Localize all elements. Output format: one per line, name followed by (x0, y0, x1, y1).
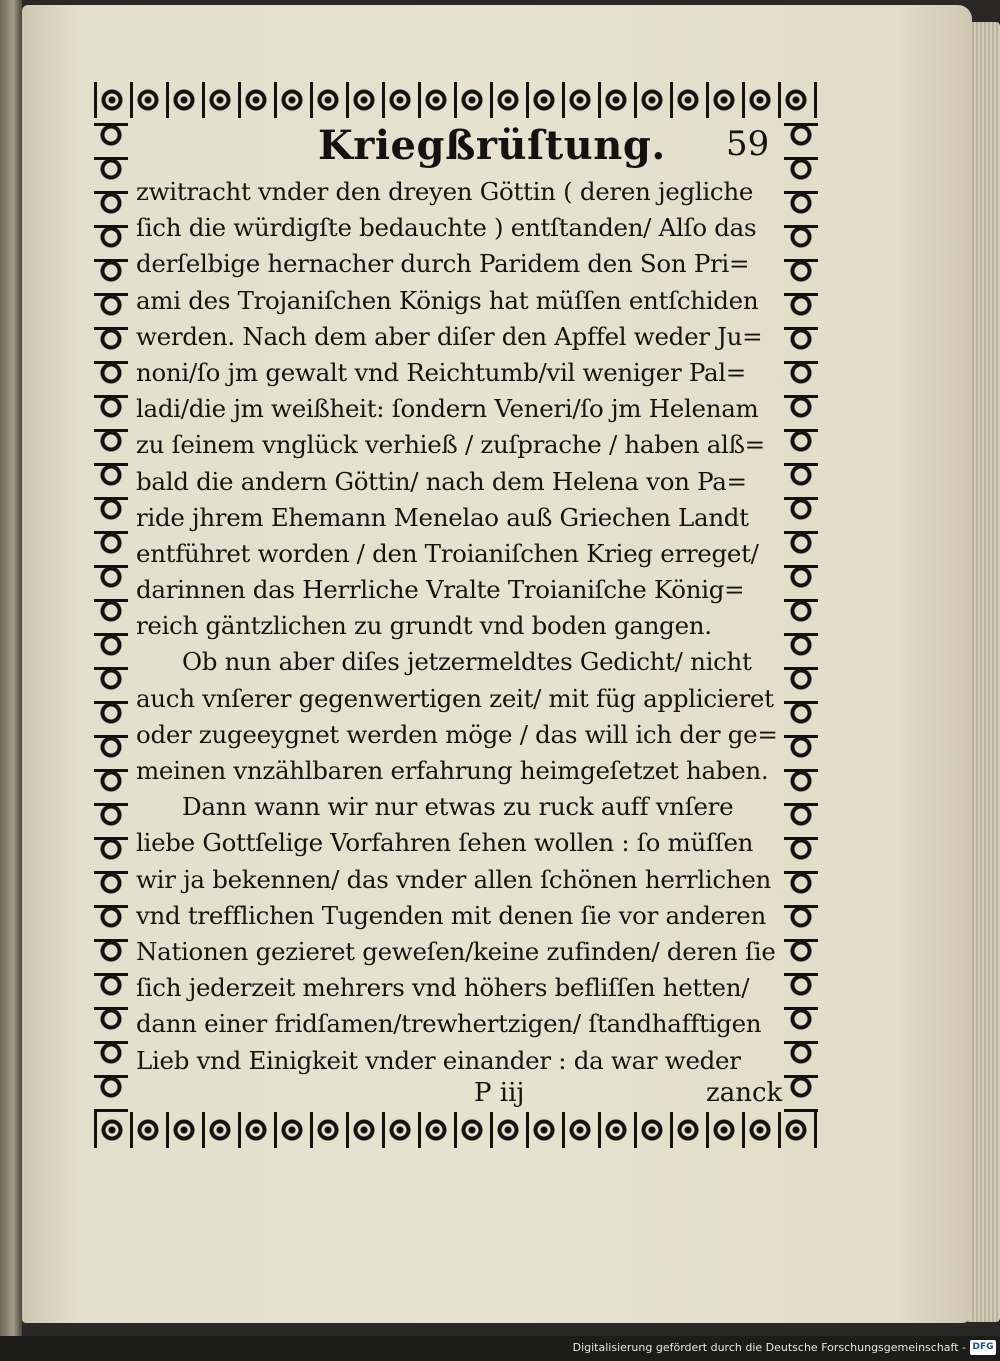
text-line: Ob nun aber diſes jetzermeldtes Gedicht/ nicht (182, 647, 752, 677)
text-line: Dann wann wir nur etwas zu ruck auff vnſere (182, 792, 734, 822)
text-line: meinen vnzählbaren erfahrung heimgeſetzet haben. (136, 756, 769, 785)
ornament-border-bottom (94, 1112, 818, 1148)
ornament-border-right (784, 118, 818, 1112)
text-line: bald die andern Göttin/ nach dem Helena von Pa= (136, 466, 747, 496)
text-line: vnd trefflichen Tugenden mit denen ſie vor anderen (136, 900, 766, 930)
text-line: reich gäntzlichen zu grundt vnd boden gangen. (136, 611, 712, 641)
text-line: werden. Nach dem aber diſer den Apffel weder Ju= (136, 321, 763, 351)
text-line: noni/ſo jm gewalt vnd Reichtumb/vil weniger Pal= (136, 357, 747, 387)
left-page-edge (0, 0, 22, 1336)
body-text (136, 174, 784, 1079)
text-line: zwitracht vnder den dreyen Göttin ( deren jegliche (136, 177, 754, 206)
footer-bar (0, 1336, 1000, 1361)
text-line: entführet worden / den Troianiſchen Krieg erreget/ (136, 538, 759, 568)
text-line: liebe Gottſelige Vorfahren ſehen wollen : ſo müſſen (136, 828, 754, 858)
catchword: zanck (706, 1078, 783, 1108)
catch-row (136, 1078, 784, 1112)
running-title: Kriegßrüſtung. (318, 122, 666, 169)
text-block (136, 120, 784, 1110)
right-page-edges (968, 22, 1000, 1322)
text-line: dann einer fridſamen/trewhertzigen/ ſtandhafftigen (136, 1009, 762, 1039)
signature-mark: P iij (474, 1078, 525, 1108)
text-line: darinnen das Herrliche Vralte Troianiſche König= (136, 575, 745, 605)
text-line: Lieb vnd Einigkeit vnder einander : da war weder (136, 1045, 741, 1075)
text-line: ride jhrem Ehemann Menelao auß Griechen Landt (136, 502, 749, 532)
text-line: derſelbige hernacher durch Paridem den Son Pri= (136, 249, 750, 279)
running-head (136, 122, 784, 170)
text-line: oder zugeeygnet werden möge / das will ich der ge= (136, 719, 778, 749)
text-line: ami des Trojaniſchen Königs hat müſſen entſchiden (136, 285, 759, 315)
text-line: ſich jederzeit mehrers vnd höhers befliſſen hetten/ (136, 973, 750, 1003)
ornament-border-left (94, 118, 128, 1112)
funding-credit: Digitalisierung gefördert durch die Deutsche Forschungsgemeinschaft - (572, 1341, 966, 1354)
text-line: Nationen gezieret geweſen/keine zufinden/ deren ſie (136, 936, 776, 966)
text-line: auch vnſerer gegenwertigen zeit/ mit füg applicieret (136, 683, 774, 713)
text-line: ſich die würdigſte bedauchte ) entſtanden/ Alſo das (136, 213, 757, 243)
text-line: ladi/die jm weißheit: ſondern Veneri/ſo jm Helenam (136, 394, 759, 424)
dfg-logo-icon: DFG (970, 1340, 996, 1355)
text-line: wir ja bekennen/ das vnder allen ſchönen herrlichen (136, 864, 772, 894)
page-number: 59 (726, 124, 770, 164)
ornament-border-top (94, 82, 818, 118)
text-line: zu ſeinem vnglück verhieß / zuſprache / haben alß= (136, 430, 765, 460)
